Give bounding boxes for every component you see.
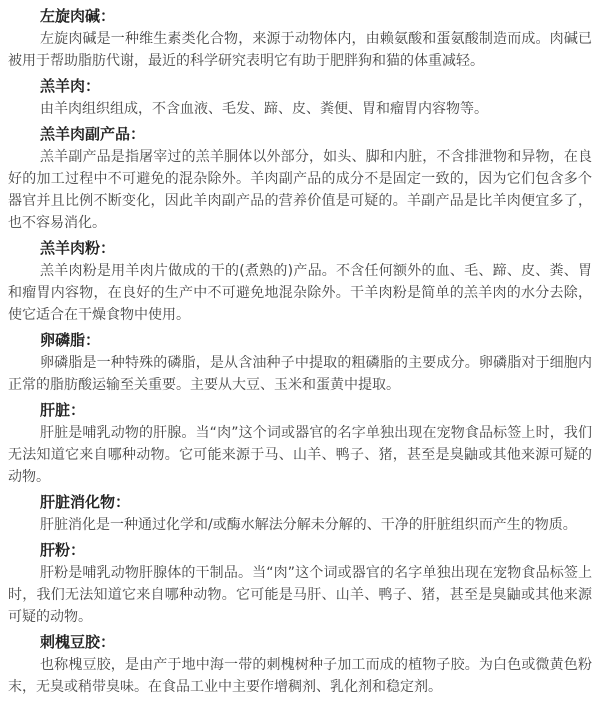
entry: [8, 330, 592, 396]
entry: [8, 540, 592, 628]
entry: [8, 238, 592, 326]
entry-definition: 肝脏消化是一种通过化学和/或酶水解法分解未分解的、干净的肝脏组织而产生的物质。: [40, 517, 577, 533]
entry-definition: 肝脏是哺乳动物的肝腺。当“肉”这个词或器官的名字单独出现在宠物食品标签上时，我们无法知道它来自哪种动物。它可能来源于马、山羊、鸭子、猪，甚至是臭鼬或其他来源可疑的动物。: [8, 425, 592, 485]
entry: [8, 76, 592, 120]
entry: [8, 400, 592, 488]
entry-definition: 肝粉是哺乳动物肝腺体的干制品。当“肉”这个词或器官的名字单独出现在宠物食品标签上时，我们无法知道它来自哪种动物。它可能是马肝、山羊、鸭子、猪，甚至是臭鼬或其他来源可疑的动物。: [8, 565, 592, 625]
entry-term: 羔羊肉副产品：: [40, 125, 146, 143]
entry-definition: 也称槐豆胶，是由产于地中海一带的刺槐树种子加工而成的植物子胶。为白色或微黄色粉末，无臭或稍带臭味。在食品工业中主要作增稠剂、乳化剂和稳定剂。: [8, 657, 592, 695]
entry-term: 左旋肉碱：: [40, 7, 116, 25]
entry-term: 刺槐豆胶：: [40, 633, 116, 651]
entry-definition: 由羊肉组织组成，不含血液、毛发、蹄、皮、粪便、胃和瘤胃内容物等。: [40, 101, 488, 117]
entry-definition: 左旋肉碱是一种维生素类化合物，来源于动物体内，由赖氨酸和蛋氨酸制造而成。肉碱已被用于帮助脂肪代谢，最近的科学研究表明它有助于肥胖狗和猫的体重减轻。: [8, 31, 592, 69]
entry-term: 羔羊肉：: [40, 77, 101, 95]
entry: [8, 6, 592, 72]
entry: [8, 492, 592, 536]
entry: [8, 124, 592, 234]
entry-term: 卵磷脂：: [40, 331, 101, 349]
entry-definition: 卵磷脂是一种特殊的磷脂，是从含油种子中提取的粗磷脂的主要成分。卵磷脂对于细胞内正常的脂肪酸运输至关重要。主要从大豆、玉米和蛋黄中提取。: [8, 355, 592, 393]
entry-definition: 羔羊副产品是指屠宰过的羔羊胴体以外部分，如头、脚和内脏，不含排泄物和异物，在良好的加工过程中不可避免的混杂除外。羊肉副产品的成分不是固定一致的，因为它们包含多个器官并且比例不断变化，因此羊肉副产品的营养价值是可疑的。羊副产品是比羊肉便宜多了，也不容易消化。: [8, 149, 592, 231]
entry-term: 肝粉：: [40, 541, 86, 559]
entry: [8, 632, 592, 698]
entry-term: 肝脏消化物：: [40, 493, 131, 511]
entry-term: 羔羊肉粉：: [40, 239, 116, 257]
entry-term: 肝脏：: [40, 401, 86, 419]
entry-definition: 羔羊肉粉是用羊肉片做成的干的(煮熟的)产品。不含任何额外的血、毛、蹄、皮、粪、胃和瘤胃内容物，在良好的生产中不可避免地混杂除外。干羊肉粉是简单的羔羊肉的水分去除，使它适合在干燥食物中使用。: [8, 263, 592, 323]
